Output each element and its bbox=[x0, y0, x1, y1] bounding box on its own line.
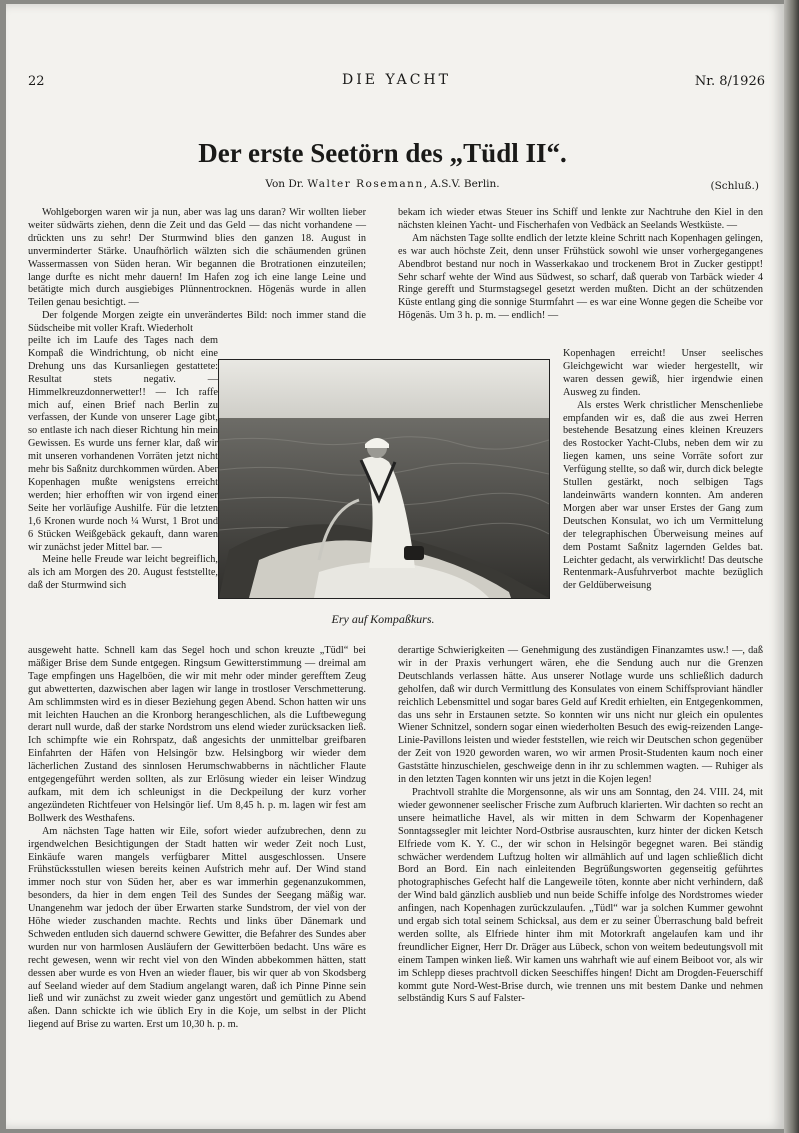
author-name: Walter Rosemann bbox=[307, 178, 424, 190]
continuation-note: (Schluß.) bbox=[710, 180, 759, 192]
paragraph: bekam ich wieder etwas Steuer ins Schiff und lenkte zur Nachtruhe den Kiel in den nächsten kleinen Yacht- und Fischerhafen von Vedbäck an Seelands Westküste. — bbox=[398, 207, 763, 231]
running-head bbox=[28, 72, 765, 92]
paragraph: derartige Schwierigkeiten — Genehmigung des zuständigen Finanzamtes usw.! —, daß wir in der Praxis verhungert wären, ehe die Sendung auch nur die Grenzen Deutschlands verlassen hätte. Aus unserer Notlage wurde uns schließlich dadurch geholfen, daß wir durch Vermittlung des Konsulates von einem Schiffsproviant händler reichlich Lebensmittel und sogar bares Geld auf Kredit erhielten, ein Entgegenkommen, das uns sehr in Erstaunen setzte. So konnten wir uns nicht nur gleich ein opulentes Wiener Schnitzel, sondern sogar einen wiederholten Besuch des ewig-reizenden Lange-Linie-Pavillons leisten und wieder feststellen, wie reich wir Deutschen schon gegenüber der Zeit von 1920 geworden waren, wo wir armen Prosit-Studenten kaum noch einer Gaststätte hinzuschielen, geschweige denn in ihr zu schlemmen wagten. — Ruhiger als in den letzten Tagen konnten wir uns jetzt in die Kojen legen! bbox=[398, 645, 763, 786]
column-right-top bbox=[398, 207, 763, 323]
column-left-narrow bbox=[28, 335, 218, 593]
paragraph: peilte ich im Laufe des Tages nach dem Kompaß die Windrichtung, ob nicht eine Drehung uns das Kursanliegen gestattete: Resultat stets negativ. — Himmelkreuzdonnerwetter!! — Ich raffe mich auf, einen Brief nach Berlin zu verfassen, der Kunde von unserer Lage gibt, so entlaste ich nach dieser Richtung hin mein Gewissen. Es wurde uns ferner klar, daß wir mit unseren vorhandenen Vorräten jetzt nicht mehr bis Saßnitz durchkommen würden. Aber Kopenhagen mußte wenigstens erreicht werden; hier erhofften wir von irgend einer Seite her vorläufige Aushilfe. Für die letzten 1,6 Kronen wurde noch ¼ Wurst, 1 Brot und 6 Stücken Weißgebäck gekauft, dann waren wir zunächst jeder Mittel bar. — bbox=[28, 335, 218, 553]
photo-ery-at-compass bbox=[218, 359, 550, 599]
column-left-top bbox=[28, 207, 366, 336]
issue-number: Nr. 8/1926 bbox=[694, 74, 765, 89]
byline-prefix: Von Dr. bbox=[265, 178, 304, 190]
paragraph: Der folgende Morgen zeigte ein unverändertes Bild: noch immer stand die Südscheibe mit voller Kraft. Wiederholt bbox=[28, 310, 366, 335]
column-right-bottom bbox=[398, 645, 763, 1006]
paragraph: Wohlgeborgen waren wir ja nun, aber was lag uns daran? Wir wollten lieber weiter südwärts ziehen, denn die Zeit und das Geld — das nicht vorhandene — drückten uns zu sehr! Der Sturmwind blies den ganzen 18. August in unverminderter Stärke. Unaufhörlich wälzten sich die schäumenden grünen Wassermassen von Süden heran. Wir begannen die Brotrationen einzuteilen; lange durfte es nicht mehr dauern! Im Hafen zog ich eine lange Leine und betätigte mich durch ausgiebiges Plünnentrocknen. Högenäs wurde in allen Teilen genau besichtigt. — bbox=[28, 207, 366, 309]
paragraph: Als erstes Werk christlicher Menschenliebe empfanden wir es, daß die aus zwei Herren bestehende Besatzung eines kleinen Kreuzers des Rostocker Yacht-Clubs, neben dem wir zu liegen kamen, uns seine Vorräte sofort zur Verfügung stellte, so daß wir, durch dick belegte Stullen gestärkt, noch selbigen Tags landeinwärts wandern konnten. Am anderen Morgen aber war unser Erstes der Gang zum Deutschen Konsulat, wo ich um Vermittelung der telegraphischen Überweisung meines auf dem Postamt Saßnitz lagernden Geldes bat. Leichter gedacht, als verwirklicht! Das deutsche Rentenmark-Ausfuhrverbot machte bezüglich der Geldüberweisung bbox=[563, 399, 763, 592]
byline bbox=[0, 178, 765, 190]
paragraph: Am nächsten Tage hatten wir Eile, sofort wieder aufzubrechen, denn zu irgendwelchen Besichtigungen der Stadt hatten wir weder Zeit noch Lust, Einkäufe waren mangels verfügbarer Mittel ausgeschlossen. Unsere Frühstücksstullen wiesen bereits keinen Aufstrich mehr auf. Der Wind stand immer noch stur von Süden her, aber es war immerhin gegenanzukommen, besonders, da hier in dem engen Teil des Sundes der Seegang mäßig war. Unangenehm war jedoch der über Erwarten starke Sundstrom, der viel von der Höhe wieder zuschanden machte. Rechts und links über Dänemark und Schweden entluden sich dauernd schwere Gewitter, die Befahrer des Sundes aber wurden nur von harmlosen Ausläufern der Gewitterböen bedacht. Uns wäre es recht gewesen, wenn wir recht viel von den Winden abbekommen hätten, statt dessen aber wurde es von Hven an wieder flauer, bis wir quer ab von Skodsberg auf Seeland wieder auf dem Stadium angelangt waren, daß ich Pinne Pinne sein ließ und wir zunächst zu zweit wieder ganz ungestört und gemütlich zu Abend aßen. Dann schickte ich wie üblich Ery in die Koje, um selbst in der Plicht liegend auf Brise zu warten. Erst um 10,30 h. p. m. bbox=[28, 825, 366, 1031]
paragraph: Meine helle Freude war leicht begreiflich, als ich am Morgen des 20. August feststellte, daß der Sturmwind sich bbox=[28, 554, 218, 592]
byline-suffix: , A.S.V. Berlin. bbox=[423, 178, 500, 190]
page-gutter-shadow bbox=[784, 0, 799, 1133]
paragraph: Am nächsten Tage sollte endlich der letzte kleine Schritt nach Kopenhagen gelingen, es war auch höchste Zeit, denn unser Frühstück sowohl wie unser vorhergegangenes Abendbrot bestand nur noch in Wasserkakao und trockenem Brot in Zucker gestippt! Sehr scharf wehte der Wind aus Südwest, so scharf, daß querab von Tarbäck wieder 4 Ringe gerefft und Sturmstagsegel gesetzt werden mußten. Dicht an der schützenden Küste entlang ging die sonnige Sturmfahrt — es war eine Wonne gegen die Scheibe vor Högenäs. Um 3 h. p. m. — endlich! — bbox=[398, 232, 763, 322]
paragraph: ausgeweht hatte. Schnell kam das Segel hoch und schon kreuzte „Tüdl“ bei mäßiger Brise dem Sunde entgegen. Ringsum Gewitterstimmung — dreimal am Tage empfingen uns Hagelböen, die wir mit mehr oder minder gerefftem Zeug gut abwetterten, dazwischen aber lagen wir lange in trostloser Verschmetterung. Am schlimmsten wird es in dieser Beziehung gegen Abend. Schon hatten wir uns mit leichten Hauchen an die Kronborg herangeschlichen, als die Luftbewegung derart null wurde, daß der starke Nordstrom uns elend wieder zurücksacken ließ. Ich schimpfte wie ein Rohrspatz, daß angesichts der unmittelbar greifbaren Einfahrten der Häfen von Helsingör bzw. Helsingborg wir wieder dem lächerlichen Zustand des sinnlosen Herumschwabberns in nächtlicher Flaute entgegengeführt werden sollten, als zur Erlösung wieder ein leiser Windzug aufkam, mit dem ich schleunigst in die Deckpeilung der kurz vorher angezündeten Richtfeuer von Helsingör lief. Um 8,45 h. p. m. lagen wir fest am Bollwerk des Westhafens. bbox=[28, 645, 366, 824]
column-left-bottom bbox=[28, 645, 366, 1032]
column-right-narrow bbox=[563, 348, 763, 593]
photo-image bbox=[219, 360, 549, 598]
magazine-title: DIE YACHT bbox=[342, 72, 451, 88]
page-number: 22 bbox=[28, 74, 45, 89]
paragraph: Kopenhagen erreicht! Unser seelisches Gleichgewicht war wieder hergestellt, wir waren dessen gewiß, hier irgendwie einen Ausweg zu finden. bbox=[563, 348, 763, 398]
paragraph: Prachtvoll strahlte die Morgensonne, als wir uns am Sonntag, den 24. VIII. 24, mit wieder gewonnener seelischer Frische zum Aufbruch klarierten. Wir dachten so recht an unsere heimatliche Havel, als wir mitten in dem Schwarm der Kopenhagener Sonntagssegler mit leichter Nord-Ostbrise ausrauschten, kurz hinter der dicken Ketsch Elfriede vom K. Y. C., der wir schon in Helsingör begegnet waren. Bei ständig schwächer werdendem Luftzug holten wir allmählich auf und lagen schließlich dicht Bord an Bord. Ein nach einleitenden Begrüßungsworten gegenseitig geführtes photographisches Gefecht half die Langeweile töten, konnte aber nicht verhindern, daß der Wind bald gänzlich ausblieb und nun beide Schiffe infolge des Nordstromes wieder anfingen, nach Kopenhagen zurückzulaufen. „Tüdl“ war ja solchen Kummer gewohnt und ergab sich total seinem Schicksal, aus dem er zu seiner Überraschung bald befreit werden sollte, als Elfriede hinter ihm mit Motorkraft angelaufen kam und ihr freundlicher Eigner, Herr Dr. Dräger aus Lübeck, schon von weitem bedeutungsvoll mit einem Tampen winken ließ. Wir kamen uns wahrhaft wie auf einem Beiboot vor, als wir im Schlepp dieses prachtvoll dicken Seeschiffes hingen! Dicht am Drogden-Feuerschiff kommt gute Nord-West-Brise durch, wie trennen uns mit bestem Danke und nehmen selbständig Kurs S auf Falster- bbox=[398, 786, 763, 1005]
article-title: Der erste Seetörn des „Tüdl II“. bbox=[198, 138, 567, 168]
photo-caption: Ery auf Kompaßkurs. bbox=[331, 612, 435, 626]
